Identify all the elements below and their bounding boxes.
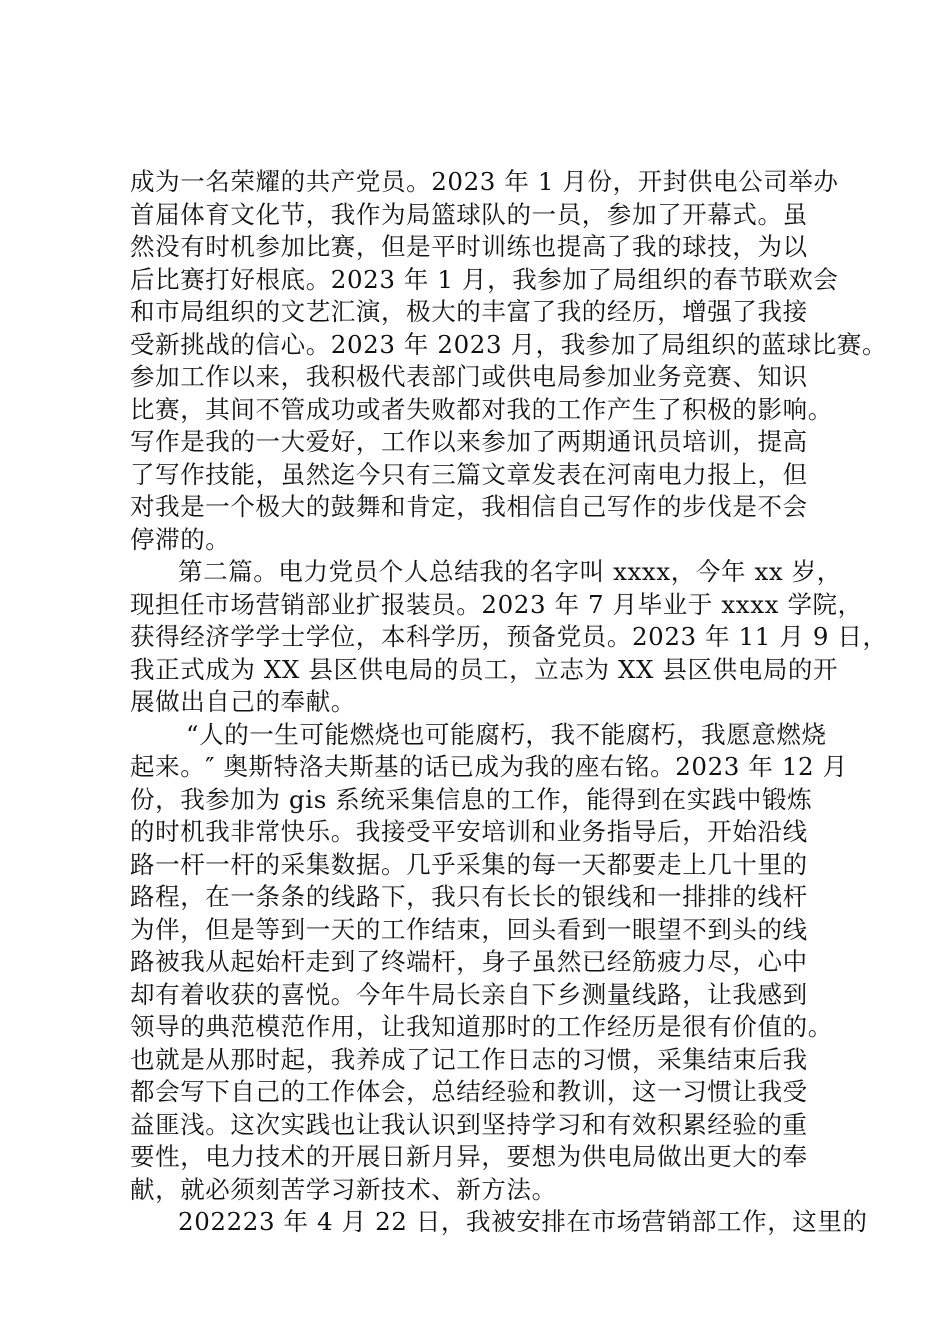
text-line: 成为一名荣耀的共产党员。2023 年 1 月份，开封供电公司举办 xyxy=(130,167,839,196)
text-line: 为伴，但是等到一天的工作结束，回头看到一眼望不到头的线 xyxy=(130,914,808,944)
text-line: 获得经济学学士学位，本科学历，预备党员。2023 年 11 月 9 日， xyxy=(130,622,888,651)
text-line: 后比赛打好根底。2023 年 1 月，我参加了局组织的春节联欢会 xyxy=(130,264,839,294)
text-line: 份，我参加为 gis 系统采集信息的工作，能得到在实践中锻炼 xyxy=(130,784,813,814)
text-line: 领导的典范模范作用，让我知道那时的工作经历是很有价值的。 xyxy=(130,1012,833,1041)
paragraph-start-line: 202223 年 4 月 22 日，我被安排在市场营销部工作，这里的 xyxy=(178,1207,868,1236)
text-line: 然没有时机参加比赛，但是平时训练也提高了我的球技，为以 xyxy=(130,232,808,261)
body-text xyxy=(130,166,888,1239)
text-line: 首届体育文化节，我作为局篮球队的一员，参加了开幕式。虽 xyxy=(130,199,808,229)
text-line: 比赛，其间不管成功或者失败都对我的工作产生了积极的影响。 xyxy=(130,394,833,424)
text-line: 路一杆一杆的采集数据。几乎采集的每一天都要走上几十里的 xyxy=(130,849,808,879)
text-line: 写作是我的一大爱好，工作以来参加了两期通讯员培训，提高 xyxy=(130,427,808,456)
text-line: 停滞的。 xyxy=(130,524,231,554)
text-line: 对我是一个极大的鼓舞和肯定，我相信自己写作的步伐是不会 xyxy=(130,492,808,521)
paragraph-start-line: 第二篇。电力党员个人总结我的名字叫 xxxx，今年 xx 岁， xyxy=(178,557,842,586)
paragraph-start-line: “人的一生可能燃烧也可能腐朽，我不能腐朽，我愿意燃烧 xyxy=(186,719,827,749)
text-line: 却有着收获的喜悦。今年牛局长亲自下乡测量线路，让我感到 xyxy=(130,979,808,1009)
text-line: 要性，电力技术的开展日新月异，要想为供电局做出更大的奉 xyxy=(130,1142,808,1171)
text-line: 益匪浅。这次实践也让我认识到坚持学习和有效积累经验的重 xyxy=(130,1109,808,1139)
text-line: 我正式成为 XX 县区供电局的员工，立志为 XX 县区供电局的开 xyxy=(130,654,839,684)
text-line: 展做出自己的奉献。 xyxy=(130,687,356,716)
text-line: 路被我从起始杆走到了终端杆，身子虽然已经筋疲力尽，心中 xyxy=(130,947,808,976)
text-line: 献，就必须刻苦学习新技术、新方法。 xyxy=(130,1174,557,1204)
text-line: 参加工作以来，我积极代表部门或供电局参加业务竞赛、知识 xyxy=(130,362,808,391)
text-line: 的时机我非常快乐。我接受平安培训和业务指导后，开始沿线 xyxy=(130,817,808,846)
text-line: 受新挑战的信心。2023 年 2023 月，我参加了局组织的蓝球比赛。 xyxy=(130,329,888,359)
text-line: 和市局组织的文艺汇演，极大的丰富了我的经历，增强了我接 xyxy=(130,297,808,326)
text-line: 也就是从那时起，我养成了记工作日志的习惯，采集结束后我 xyxy=(130,1044,808,1074)
text-line: 了写作技能，虽然迄今只有三篇文章发表在河南电力报上，但 xyxy=(130,459,808,489)
text-line: 都会写下自己的工作体会，总结经验和教训，这一习惯让我受 xyxy=(130,1077,808,1106)
text-line: 起来。″ 奥斯特洛夫斯基的话已成为我的座右铭。2023 年 12 月 xyxy=(130,752,848,781)
text-line: 路程，在一条条的线路下，我只有长长的银线和一排排的线杆 xyxy=(130,882,808,911)
text-line: 现担任市场营销部业扩报装员。2023 年 7 月毕业于 xxxx 学院， xyxy=(130,589,863,619)
